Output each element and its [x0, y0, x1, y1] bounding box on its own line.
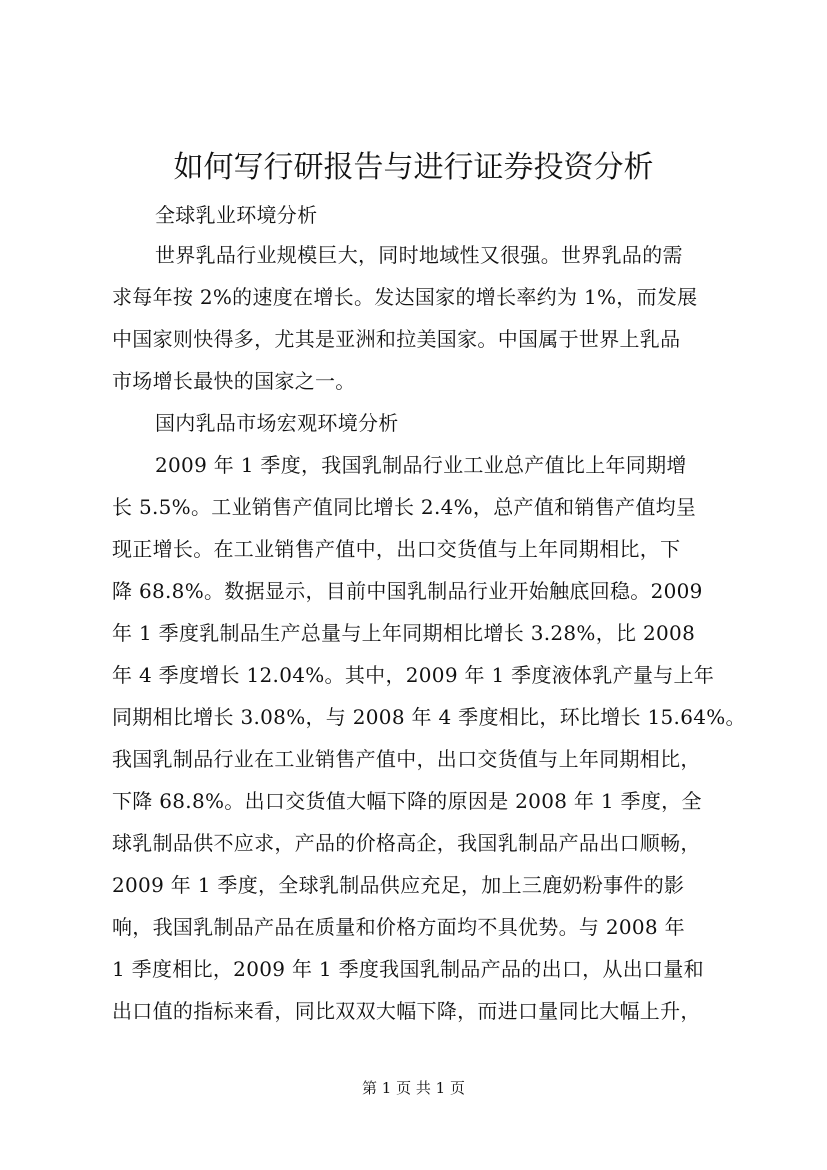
paragraph-line: 我国乳制品行业在工业销售产值中，出口交货值与上年同期相比，	[112, 747, 701, 771]
paragraph-line: 求每年按 2%的速度在增长。发达国家的增长率约为 1%，而发展	[112, 285, 698, 309]
paragraph-line: 中国家则快得多，尤其是亚洲和拉美国家。中国属于世界上乳品	[112, 327, 681, 351]
document-title: 如何写行研报告与进行证券投资分析	[173, 150, 654, 185]
paragraph-line: 同期相比增长 3.08%，与 2008 年 4 季度相比，环比增长 15.64%。	[112, 705, 746, 729]
paragraph-line: 降 68.8%。数据显示，目前中国乳制品行业开始触底回稳。2009	[112, 579, 703, 603]
paragraph-line: 下降 68.8%。出口交货值大幅下降的原因是 2008 年 1 季度，全	[112, 789, 702, 813]
section-heading-domestic-dairy: 国内乳品市场宏观环境分析	[155, 411, 399, 435]
paragraph-line: 2009 年 1 季度，我国乳制品行业工业总产值比上年同期增	[155, 453, 687, 477]
paragraph-line: 年 1 季度乳制品生产总量与上年同期相比增长 3.28%，比 2008	[112, 621, 696, 645]
paragraph-line: 市场增长最快的国家之一。	[112, 369, 356, 393]
paragraph-line: 出口值的指标来看，同比双双大幅下降，而进口量同比大幅上升，	[112, 999, 701, 1023]
page-footer: 第 1 页 共 1 页	[362, 1079, 465, 1097]
paragraph-line: 1 季度相比，2009 年 1 季度我国乳制品产品的出口，从出口量和	[112, 957, 704, 981]
paragraph-line: 响，我国乳制品产品在质量和价格方面均不具优势。与 2008 年	[112, 915, 685, 939]
paragraph-line: 长 5.5%。工业销售产值同比增长 2.4%，总产值和销售产值均呈	[112, 495, 697, 519]
paragraph-line: 年 4 季度增长 12.04%。其中，2009 年 1 季度液体乳产量与上年	[112, 663, 715, 687]
section-heading-global-dairy: 全球乳业环境分析	[155, 203, 318, 227]
paragraph-line: 现正增长。在工业销售产值中，出口交货值与上年同期相比，下	[112, 537, 681, 561]
paragraph-line: 2009 年 1 季度，全球乳制品供应充足，加上三鹿奶粉事件的影	[112, 873, 685, 897]
paragraph-line: 球乳制品供不应求，产品的价格高企，我国乳制品产品出口顺畅，	[112, 831, 701, 855]
paragraph-line: 世界乳品行业规模巨大，同时地域性又很强。世界乳品的需	[155, 243, 683, 267]
